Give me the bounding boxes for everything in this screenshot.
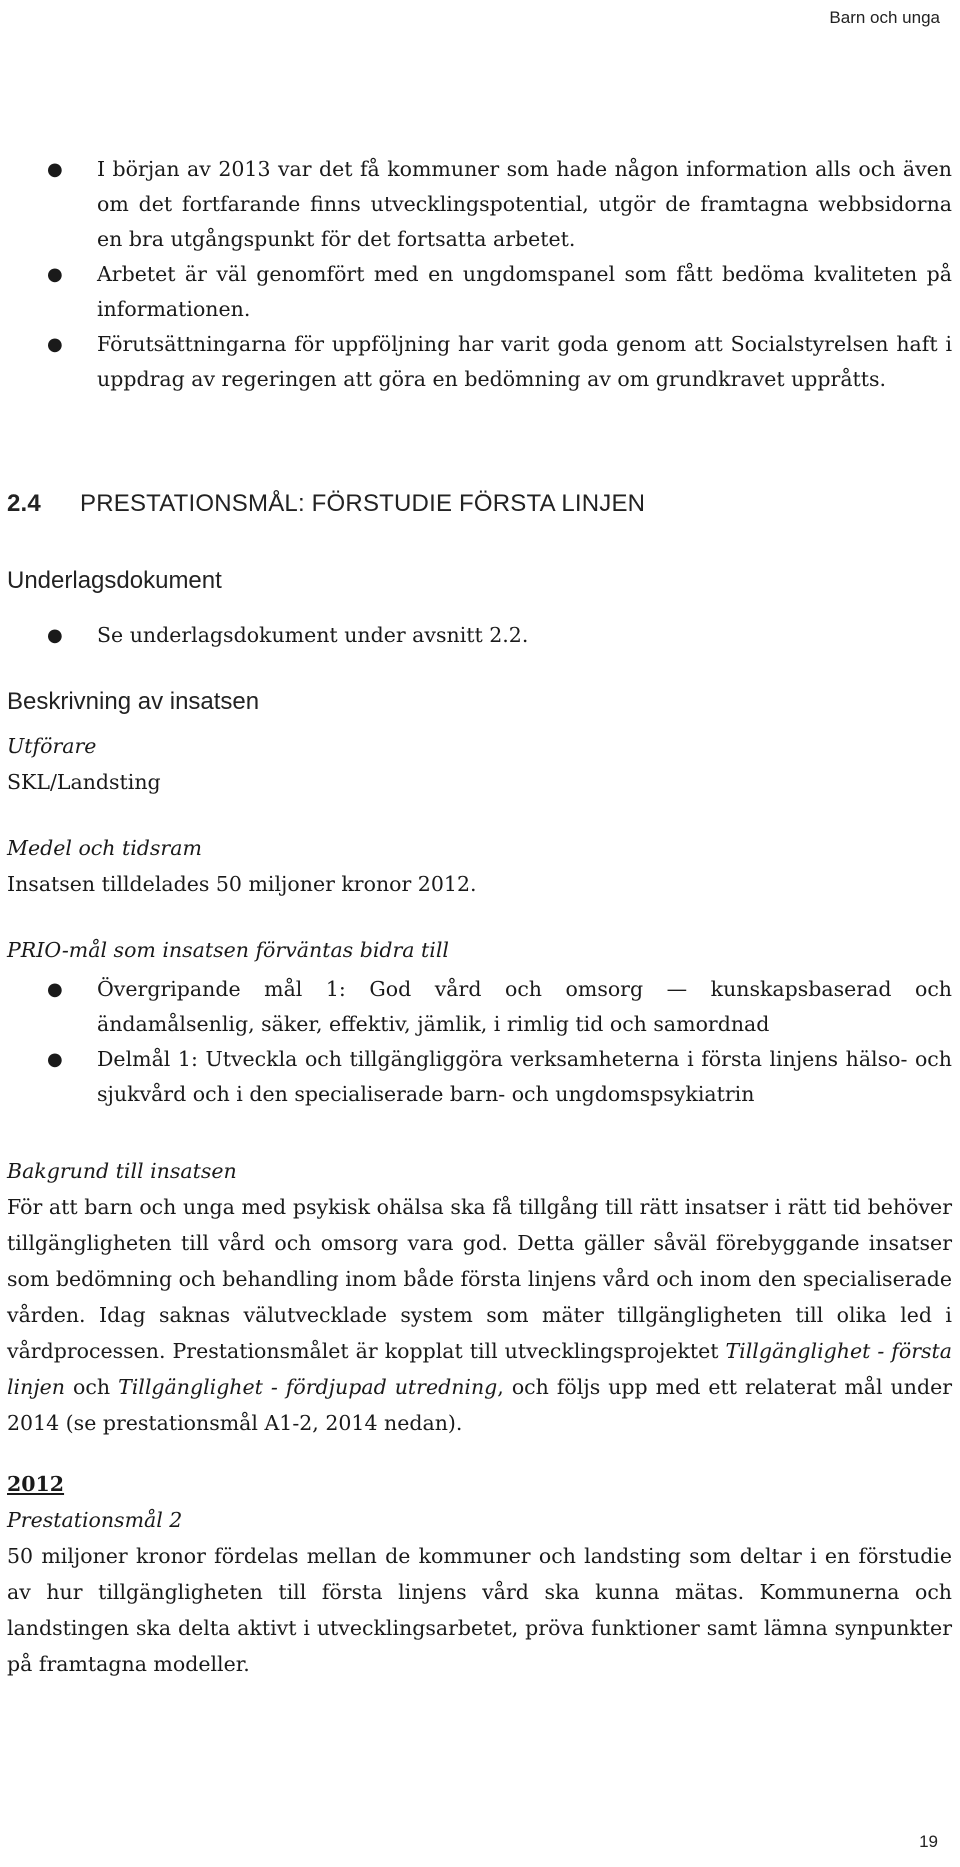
running-header: Barn och unga [829,8,940,27]
list-item: ● I början av 2013 var det få kommuner som hade någon information alls och även om det fortfarande finns utvecklingspotential, utgör de framtagna webbsidorna en bra utgångspunkt för det fortsatta arbetet. [7,152,952,257]
prio-bullet-list [7,972,952,1112]
utforare-value: SKL/Landsting [7,770,161,794]
prio-label: PRIO-mål som insatsen förväntas bidra till [7,938,449,962]
list-item: ● Delmål 1: Utveckla och tillgängliggöra verksamheterna i första linjens hälso- och sjukvård och i den specialiserade barn- och ungdomspsykiatrin [7,1042,952,1112]
list-item: ● Arbetet är väl genomfört med en ungdomspanel som fått bedöma kvaliteten på informationen. [7,257,952,327]
bullet-icon: ● [47,334,63,355]
project-name: Tillgänglighet - första linjen [7,1339,952,1399]
prestationsmal-label: Prestationsmål 2 [7,1508,183,1532]
bullet-icon: ● [47,159,63,180]
list-item: ● Se underlagsdokument under avsnitt 2.2. [7,618,952,653]
section-heading [7,490,645,518]
underlag-heading: Underlagsdokument [7,567,222,594]
utforare-label: Utförare [7,734,97,758]
medel-value: Insatsen tilldelades 50 miljoner kronor 2012. [7,872,477,896]
bakgrund-label: Bakgrund till insatsen [7,1159,237,1183]
prestationsmal-text: 50 miljoner kronor fördelas mellan de kommuner och landsting som deltar i en förstudie av hur tillgängligheten till första linjens vård ska kunna mätas. Kommunerna och landstingen ska delta aktivt i utvecklingsarbetet, pröva funktioner samt lämna synpunkter på framtagna modeller. [7,1544,952,1676]
medel-label: Medel och tidsram [7,836,202,860]
section-title: PRESTATIONSMÅL: FÖRSTUDIE FÖRSTA LINJEN [80,490,646,517]
list-item: ● Övergripande mål 1: God vård och omsorg — kunskapsbaserad och ändamålsenlig, säker, effektiv, jämlik, i rimlig tid och samordnad [7,972,952,1042]
section-number: 2.4 [7,490,41,517]
beskrivning-heading: Beskrivning av insatsen [7,688,260,715]
project-name: Tillgänglighet - fördjupad utredning [118,1375,498,1399]
year-heading: 2012 [7,1472,65,1496]
bullet-icon: ● [47,264,63,285]
bakgrund-paragraph: För att barn och unga med psykisk ohälsa ska få tillgång till rätt insatser i rätt tid behöver tillgängligheten till vård och omsorg vara god. Detta gäller såväl förebyggande insatser som bedömning och behandling inom både första linjens vård och inom den specialiserade vården. Idag saknas välutvecklade system som mäter tillgängligheten till olika led i vårdprocessen. Prestationsmålet är kopplat till utvecklingsprojektet Tillgänglighet - första linjen och Tillgänglighet - fördjupad utredning, och följs upp med ett relaterat mål under 2014 (se prestationsmål A1-2, 2014 nedan). [7,1195,953,1435]
page-number: 19 [919,1832,938,1851]
top-bullet-list [7,152,952,397]
bullet-icon: ● [47,625,63,646]
bullet-icon: ● [47,979,63,1000]
bullet-icon: ● [47,1049,63,1070]
list-item: ● Förutsättningarna för uppföljning har varit goda genom att Socialstyrelsen haft i uppdrag av regeringen att göra en bedömning av om grundkravet uppråtts. [7,327,952,397]
underlag-bullet-list [7,618,952,653]
